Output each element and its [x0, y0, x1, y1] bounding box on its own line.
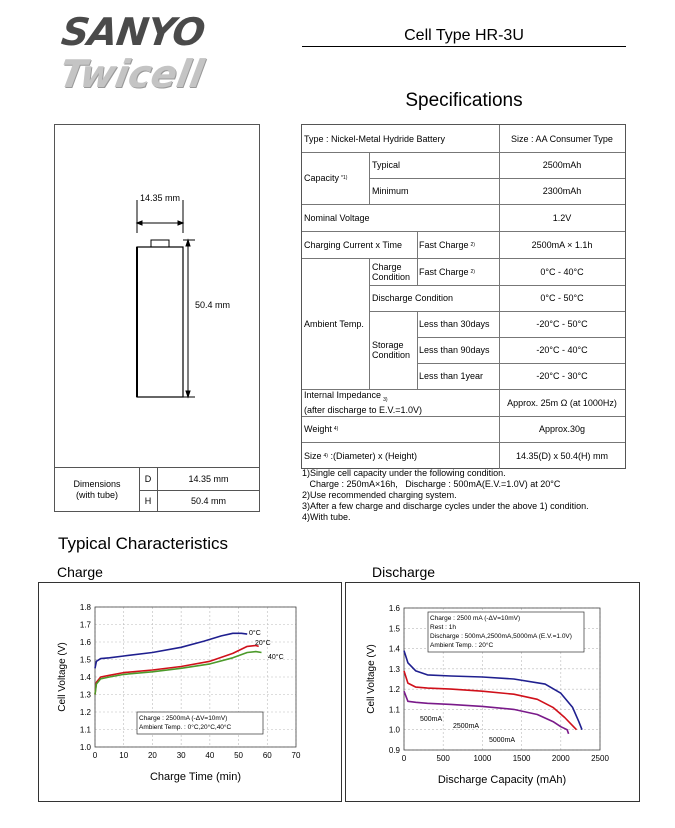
weight-note: 4) — [333, 426, 339, 432]
spec-storage-condition-label: Storage Condition — [372, 340, 411, 360]
x-tick-label: 1000 — [473, 754, 492, 763]
capacity-note: *1) — [341, 175, 348, 181]
spec-typical-value: 2500mAh — [542, 160, 582, 170]
x-tick-label: 500 — [436, 754, 450, 763]
y-tick-label: 1.6 — [79, 638, 91, 647]
height-label: 50.4 mm — [195, 300, 231, 310]
x-tick-label: 10 — [119, 751, 129, 760]
spec-size: Size : AA Consumer Type — [511, 133, 613, 144]
fast-charge-note: 2) — [470, 241, 475, 248]
discharge-section-title: Discharge — [372, 564, 436, 580]
spec-charging-label: Charging Current x Time — [304, 239, 403, 250]
footnotes — [302, 468, 589, 523]
footnote: 2)Use recommended charging system. — [302, 490, 457, 500]
spec-size-value: 14.35(D) x 50.4(H) mm — [515, 450, 609, 461]
size-text: Size — [304, 450, 322, 461]
y-tick-label: 1.1 — [388, 705, 400, 715]
y-tick-label: 1.2 — [79, 708, 91, 717]
series-label: 500mA — [420, 716, 443, 723]
spec-type: Type : Nickel-Metal Hydride Battery — [304, 133, 446, 144]
dimensions-table — [54, 468, 260, 512]
y-tick-label: 1.0 — [388, 725, 400, 735]
series-line-0 — [95, 633, 247, 668]
y-tick-label: 1.5 — [79, 655, 91, 665]
y-tick-label: 1.2 — [388, 685, 400, 695]
x-tick-label: 70 — [291, 751, 301, 760]
x-tick-label: 2500 — [591, 754, 609, 763]
discharge-chart — [346, 583, 639, 801]
x-axis-label: Discharge Capacity (mAh) — [437, 774, 567, 786]
dimensions-label-line2: (with tube) — [75, 490, 119, 500]
y-tick-label: 1.3 — [79, 690, 91, 700]
spec-weight-label — [304, 416, 499, 442]
title-underline — [302, 46, 626, 47]
specifications-title: Specifications — [405, 90, 523, 111]
series-line-2 — [404, 691, 569, 734]
x-tick-label: 1500 — [512, 754, 531, 763]
brand-logo: SANYO — [58, 10, 208, 54]
x-tick-label: 0 — [401, 754, 407, 763]
size-note: 4) — [323, 452, 328, 459]
dimensions-label-line1: Dimensions — [73, 479, 121, 489]
impedance-line2: (after discharge to E.V.=1.0V) — [304, 404, 422, 415]
series-label: 20°C — [255, 640, 271, 647]
x-tick-label: 2000 — [551, 754, 570, 763]
x-axis-label: Charge Time (min) — [149, 771, 242, 783]
dim-d-key: D — [144, 473, 152, 484]
series-label: 2500mA — [453, 723, 480, 730]
footnote: Charge : 250mA×16h, Discharge : 500mA(E.V.=1.0V) at 20°C — [302, 479, 561, 489]
spec-storage-temp-3: -20°C - 30°C — [536, 371, 588, 381]
cell-type-title: Cell Type HR-3U — [404, 27, 524, 44]
spec-capacity-label — [304, 152, 369, 204]
y-tick-label: 1.6 — [388, 604, 400, 613]
annotation-line: Charge : 2500 mA (-ΔV=10mV) — [430, 615, 521, 622]
y-tick-label: 1.8 — [79, 603, 91, 612]
y-tick-label: 0.9 — [388, 746, 400, 755]
series-label: 0°C — [249, 630, 261, 637]
spec-discharge-temp: 0°C - 50°C — [540, 293, 584, 303]
typical-characteristics-title: Typical Characteristics — [58, 534, 229, 553]
series-line-1 — [95, 646, 259, 695]
series-label: 5000mA — [489, 737, 516, 744]
y-tick-label: 1.7 — [79, 620, 91, 630]
annotation-line: Rest : 1h — [430, 624, 457, 631]
impedance-note: 3) — [383, 396, 388, 403]
fast-charge-text-2: Fast Charge — [419, 266, 469, 277]
annotation-line: Discharge : 500mA,2500mA,5000mA (E.V.=1.0V) — [430, 633, 572, 640]
spec-charging-value: 2500mA × 1.1h — [531, 239, 593, 250]
spec-typical-label: Typical — [372, 160, 401, 170]
annotation-line: Ambient Temp. : 0°C,20°C,40°C — [139, 724, 232, 731]
spec-storage-temp-1: -20°C - 50°C — [536, 319, 588, 329]
spec-fast-charge-label-2 — [419, 258, 499, 285]
impedance-line1 — [304, 390, 388, 405]
spec-discharge-condition-label: Discharge Condition — [372, 293, 454, 303]
annotation-line: Ambient Temp. : 20°C — [430, 642, 494, 649]
spec-voltage-label: Nominal Voltage — [304, 212, 370, 223]
weight-text: Weight — [304, 424, 332, 434]
spec-impedance-value: Approx. 25m Ω (at 1000Hz) — [507, 397, 617, 408]
spec-weight-value: Approx.30g — [538, 424, 586, 434]
spec-storage-period-1: Less than 30days — [419, 319, 490, 329]
spec-storage-period-3: Less than 1year — [419, 371, 484, 381]
dim-h-value: 50.4 mm — [190, 495, 226, 506]
dimensions-label — [55, 468, 139, 512]
annotation-line: Charge : 2500mA (-ΔV=10mV) — [139, 715, 228, 722]
fast-charge-note-2: 2) — [470, 268, 475, 275]
spec-minimum-value: 2300mAh — [542, 186, 582, 196]
dim-h-key: H — [144, 495, 152, 506]
y-tick-label: 1.3 — [388, 664, 400, 674]
x-tick-label: 0 — [92, 751, 98, 760]
product-line-logo: Twicell — [56, 52, 208, 96]
size-desc: :(Diameter) x (Height) — [330, 450, 417, 461]
y-tick-label: 1.1 — [79, 725, 91, 735]
charge-chart — [39, 583, 341, 801]
spec-impedance-label — [304, 389, 499, 416]
y-axis-label: Cell Voltage (V) — [366, 644, 377, 714]
spec-size-label — [304, 442, 499, 469]
y-tick-label: 1.4 — [388, 644, 400, 654]
spec-voltage-value: 1.2V — [552, 212, 572, 223]
battery-drawing-panel — [54, 124, 260, 468]
series-label: 40°C — [268, 654, 284, 661]
spec-storage-period-2: Less than 90days — [419, 345, 490, 355]
spec-ambient-label: Ambient Temp. — [304, 318, 364, 329]
battery-drawing — [55, 125, 259, 467]
y-tick-label: 1.4 — [79, 673, 91, 682]
spec-storage-temp-2: -20°C - 40°C — [536, 345, 588, 355]
spec-fast-charge-label — [419, 231, 499, 258]
footnote: 4)With tube. — [302, 512, 351, 522]
y-tick-label: 1.5 — [388, 624, 400, 634]
charge-section-title: Charge — [57, 564, 103, 580]
y-axis-label: Cell Voltage (V) — [57, 642, 68, 712]
x-tick-label: 20 — [147, 751, 157, 760]
discharge-chart-frame — [345, 582, 640, 802]
footnote: 3)After a few charge and discharge cycles under the above 1) condition. — [302, 501, 589, 511]
y-tick-label: 1.0 — [79, 743, 91, 752]
x-tick-label: 40 — [205, 751, 215, 760]
capacity-text: Capacity — [304, 173, 340, 183]
spec-minimum-label: Minimum — [372, 186, 409, 196]
specifications-table — [301, 124, 626, 469]
x-tick-label: 60 — [262, 751, 272, 760]
spec-charge-temp: 0°C - 40°C — [540, 266, 584, 277]
x-tick-label: 50 — [234, 751, 244, 760]
footnote: 1)Single cell capacity under the following condition. — [302, 468, 506, 478]
spec-charge-condition-label: Charge Condition — [372, 261, 411, 282]
fast-charge-text: Fast Charge — [419, 239, 469, 250]
dim-d-value: 14.35 mm — [188, 473, 229, 484]
x-tick-label: 30 — [176, 751, 186, 760]
charge-chart-frame — [38, 582, 342, 802]
impedance-text: Internal Impedance — [304, 390, 382, 401]
diameter-label: 14.35 mm — [139, 193, 181, 203]
